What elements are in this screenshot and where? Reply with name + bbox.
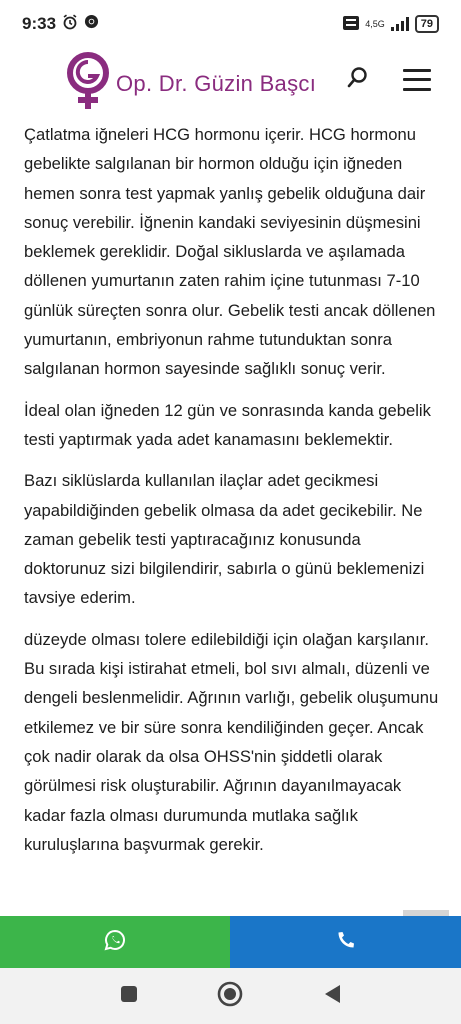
whatsapp-icon — [104, 929, 126, 956]
status-left — [22, 14, 99, 35]
site-title: Op. Dr. Güzin Başcı — [116, 71, 317, 96]
alarm-icon — [62, 14, 78, 35]
article-paragraph-2: İdeal olan iğneden 12 gün ve sonrasında kanda gebelik testi yaptırmak yada adet kanamasını beklemektir. — [24, 400, 431, 449]
call-button[interactable] — [230, 916, 461, 968]
system-nav-bar — [0, 968, 461, 1024]
header-actions — [347, 66, 431, 93]
whatsapp-button[interactable] — [0, 916, 230, 968]
search-icon[interactable] — [347, 66, 369, 93]
network-label: 4,5G — [365, 19, 385, 29]
site-header — [0, 48, 461, 120]
contact-bar — [0, 916, 461, 968]
chrome-icon — [84, 14, 99, 34]
article-paragraph-4: düzeyde olması tolere edilebildiği için olağan karşılanır. Bu sırada kişi istirahat etmeli, bol sıvı almalı, düzenli ve dengeli beslenmelidir. Ağrının varlığı, gebelik oluşumunu etkilemez ve bir süre sonra kendiliğinden geçer. Ancak çok nadir olarak da olsa OHSS'nin şiddetli olarak görülmesi risk oluşturabilir. Ağrının dayanılmayacak kadar fazla olması durumunda mutlaka sağlık kuruluşlarına başvurmak gerekir. — [24, 629, 439, 854]
recents-square-icon[interactable] — [120, 985, 138, 1008]
article-paragraph-1: Çatlatma iğneleri HCG hormonu içerir. HCG hormonu gebelikte salgılanan bir hormon olduğu için iğneden hemen sonra test yapmak yanlış gebelik olduğuna dair sonuç verebilir. İğnenin kandaki seviyesinin düşmesini beklemek gereklidir. Doğal sikluslarda ve aşılamada döllenen yumurtanın zaten rahim içine tutunması 7-10 günlük süreçten sonra olur. Gebelik testi ancak döllenen yumurtanın, embriyonun rahme tutunduktan sonra salgılanan hormon sayesinde sağlıklı sonuç verir. — [24, 125, 436, 379]
home-circle-icon[interactable] — [217, 981, 243, 1012]
article-paragraph-3: Bazı siklüslarda kullanılan ilaçlar adet gecikmesi yapabildiğinden gebelik olmasa da adet gecikebilir. Ne zaman gebelik testi yaptıracağınız konusunda doktorunuz sizi bilgilendirir, sabırla o günü beklemenizi tavsiye ederim. — [24, 471, 425, 608]
status-bar — [0, 0, 461, 48]
phone-icon — [335, 929, 357, 956]
venus-logo-icon — [66, 49, 112, 120]
menu-icon[interactable] — [403, 69, 431, 91]
site-logo[interactable] — [66, 49, 316, 120]
article-content — [24, 120, 444, 871]
status-time: 9:33 — [22, 14, 57, 33]
volte-icon — [343, 16, 359, 33]
battery-icon — [415, 15, 439, 33]
status-right — [343, 15, 439, 33]
back-triangle-icon[interactable] — [323, 984, 341, 1009]
signal-icon — [391, 17, 409, 31]
battery-level: 79 — [420, 18, 433, 30]
